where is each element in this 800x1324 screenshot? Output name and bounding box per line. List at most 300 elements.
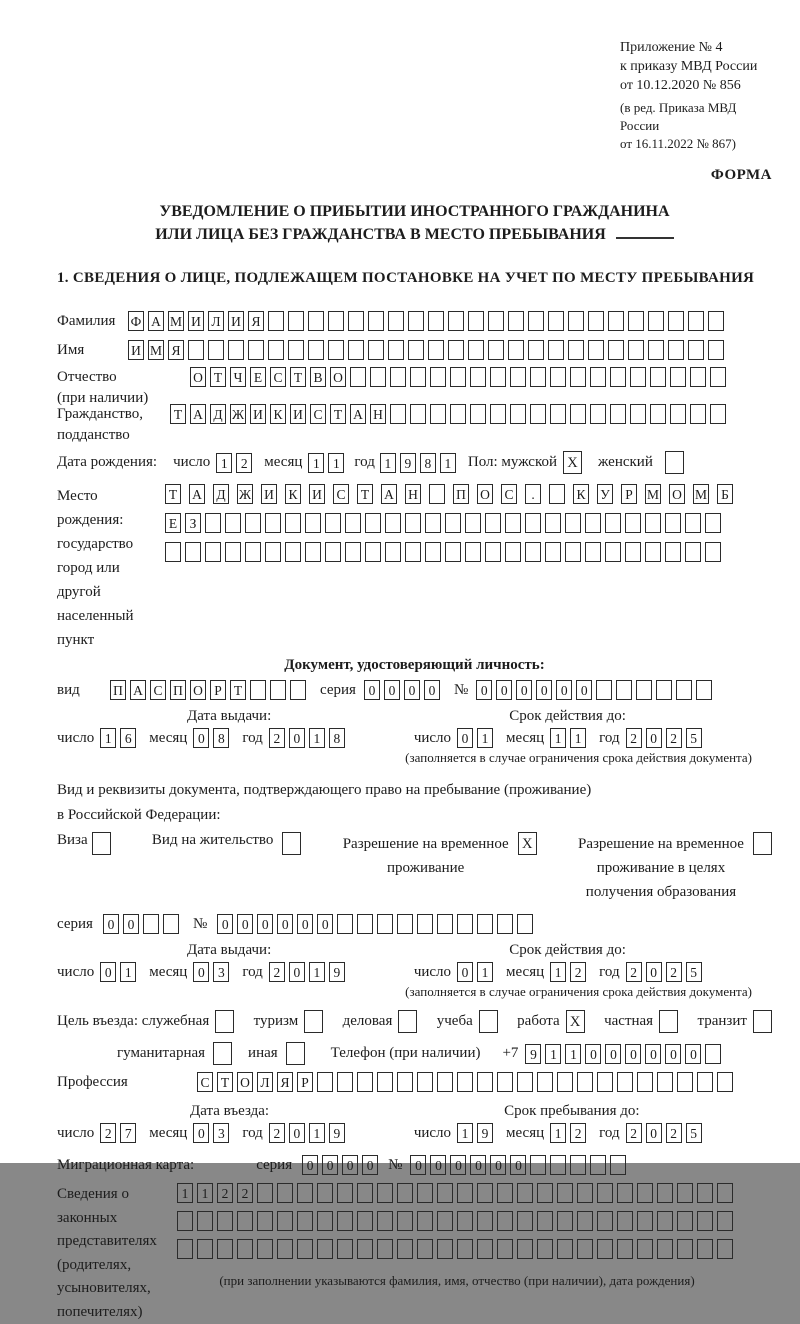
char-cell[interactable]: [605, 542, 621, 562]
char-cell[interactable]: 2: [269, 728, 285, 748]
char-cell[interactable]: А: [189, 484, 205, 504]
char-cell[interactable]: [205, 513, 221, 533]
char-cell[interactable]: [297, 1239, 313, 1259]
char-cell[interactable]: 1: [550, 728, 566, 748]
char-cell[interactable]: [205, 542, 221, 562]
char-cell[interactable]: [517, 1072, 533, 1092]
char-cell[interactable]: Я: [248, 311, 264, 331]
char-cell[interactable]: 0: [123, 914, 139, 934]
char-cell[interactable]: 0: [536, 680, 552, 700]
char-cell[interactable]: И: [128, 340, 144, 360]
char-cell[interactable]: 2: [236, 453, 252, 473]
char-cell[interactable]: [477, 1211, 493, 1231]
char-cell[interactable]: [357, 1239, 373, 1259]
char-cell[interactable]: [268, 340, 284, 360]
char-cell[interactable]: 2: [626, 962, 642, 982]
char-cell[interactable]: Р: [297, 1072, 313, 1092]
char-cell[interactable]: [530, 367, 546, 387]
surname-cells[interactable]: [128, 311, 728, 331]
doc-number-cells[interactable]: [476, 680, 716, 700]
char-cell[interactable]: Т: [290, 367, 306, 387]
char-cell[interactable]: [457, 1239, 473, 1259]
char-cell[interactable]: 0: [457, 728, 473, 748]
char-cell[interactable]: [357, 1183, 373, 1203]
char-cell[interactable]: [665, 513, 681, 533]
char-cell[interactable]: 2: [666, 1123, 682, 1143]
issue-month-cells[interactable]: [193, 728, 233, 748]
char-cell[interactable]: [377, 1183, 393, 1203]
char-cell[interactable]: [437, 1211, 453, 1231]
char-cell[interactable]: 2: [100, 1123, 116, 1143]
char-cell[interactable]: [650, 367, 666, 387]
char-cell[interactable]: [570, 1155, 586, 1175]
char-cell[interactable]: 5: [686, 728, 702, 748]
char-cell[interactable]: 9: [400, 453, 416, 473]
char-cell[interactable]: А: [148, 311, 164, 331]
purpose-work-checkbox[interactable]: X: [566, 1010, 585, 1033]
char-cell[interactable]: 0: [302, 1155, 318, 1175]
char-cell[interactable]: [537, 1183, 553, 1203]
expiry-year-cells[interactable]: [626, 962, 706, 982]
char-cell[interactable]: [625, 513, 641, 533]
char-cell[interactable]: Е: [165, 513, 181, 533]
stay-month-cells[interactable]: [550, 1123, 590, 1143]
char-cell[interactable]: [428, 340, 444, 360]
char-cell[interactable]: [317, 1183, 333, 1203]
char-cell[interactable]: 1: [550, 962, 566, 982]
char-cell[interactable]: [337, 1239, 353, 1259]
char-cell[interactable]: [577, 1211, 593, 1231]
char-cell[interactable]: Р: [621, 484, 637, 504]
char-cell[interactable]: [285, 513, 301, 533]
char-cell[interactable]: [457, 914, 473, 934]
char-cell[interactable]: И: [261, 484, 277, 504]
char-cell[interactable]: Т: [165, 484, 181, 504]
char-cell[interactable]: [397, 1183, 413, 1203]
char-cell[interactable]: [165, 542, 181, 562]
char-cell[interactable]: [365, 513, 381, 533]
birth-month-cells[interactable]: [308, 453, 348, 473]
char-cell[interactable]: 0: [605, 1044, 621, 1064]
char-cell[interactable]: [445, 513, 461, 533]
char-cell[interactable]: Ф: [128, 311, 144, 331]
char-cell[interactable]: 0: [576, 680, 592, 700]
char-cell[interactable]: [636, 680, 652, 700]
char-cell[interactable]: [405, 513, 421, 533]
char-cell[interactable]: С: [501, 484, 517, 504]
expiry-month-cells[interactable]: [550, 962, 590, 982]
char-cell[interactable]: [348, 311, 364, 331]
char-cell[interactable]: [497, 1183, 513, 1203]
char-cell[interactable]: [410, 404, 426, 424]
char-cell[interactable]: А: [381, 484, 397, 504]
char-cell[interactable]: [357, 1072, 373, 1092]
char-cell[interactable]: [237, 1211, 253, 1231]
char-cell[interactable]: [568, 340, 584, 360]
char-cell[interactable]: [448, 340, 464, 360]
birth-year-cells[interactable]: [380, 453, 460, 473]
char-cell[interactable]: [677, 1183, 693, 1203]
char-cell[interactable]: 2: [269, 962, 285, 982]
char-cell[interactable]: [385, 513, 401, 533]
char-cell[interactable]: [390, 404, 406, 424]
char-cell[interactable]: [465, 513, 481, 533]
residence-series-cells[interactable]: [103, 914, 183, 934]
char-cell[interactable]: [625, 542, 641, 562]
char-cell[interactable]: [548, 311, 564, 331]
char-cell[interactable]: В: [310, 367, 326, 387]
char-cell[interactable]: [477, 1072, 493, 1092]
char-cell[interactable]: [508, 311, 524, 331]
char-cell[interactable]: 1: [565, 1044, 581, 1064]
char-cell[interactable]: [305, 542, 321, 562]
char-cell[interactable]: [268, 311, 284, 331]
char-cell[interactable]: [565, 542, 581, 562]
char-cell[interactable]: [557, 1211, 573, 1231]
char-cell[interactable]: [590, 367, 606, 387]
char-cell[interactable]: [490, 367, 506, 387]
char-cell[interactable]: К: [285, 484, 301, 504]
char-cell[interactable]: 0: [476, 680, 492, 700]
char-cell[interactable]: [257, 1211, 273, 1231]
char-cell[interactable]: [610, 1155, 626, 1175]
char-cell[interactable]: 0: [430, 1155, 446, 1175]
char-cell[interactable]: [368, 340, 384, 360]
char-cell[interactable]: [537, 1239, 553, 1259]
char-cell[interactable]: [388, 311, 404, 331]
char-cell[interactable]: [617, 1072, 633, 1092]
char-cell[interactable]: [485, 542, 501, 562]
char-cell[interactable]: [690, 367, 706, 387]
char-cell[interactable]: [705, 1044, 721, 1064]
char-cell[interactable]: [477, 914, 493, 934]
purpose-tourism-checkbox[interactable]: [304, 1010, 323, 1033]
char-cell[interactable]: О: [190, 367, 206, 387]
char-cell[interactable]: [517, 1211, 533, 1231]
char-cell[interactable]: [308, 311, 324, 331]
char-cell[interactable]: [616, 680, 632, 700]
char-cell[interactable]: [163, 914, 179, 934]
char-cell[interactable]: [428, 311, 444, 331]
char-cell[interactable]: [717, 1183, 733, 1203]
char-cell[interactable]: [497, 1239, 513, 1259]
char-cell[interactable]: [637, 1183, 653, 1203]
char-cell[interactable]: 1: [550, 1123, 566, 1143]
char-cell[interactable]: [505, 542, 521, 562]
char-cell[interactable]: 9: [525, 1044, 541, 1064]
char-cell[interactable]: Т: [330, 404, 346, 424]
char-cell[interactable]: [450, 404, 466, 424]
char-cell[interactable]: [588, 340, 604, 360]
char-cell[interactable]: П: [110, 680, 126, 700]
char-cell[interactable]: 0: [193, 962, 209, 982]
char-cell[interactable]: [588, 311, 604, 331]
char-cell[interactable]: [357, 1211, 373, 1231]
issue-day-cells[interactable]: [100, 962, 140, 982]
char-cell[interactable]: [470, 404, 486, 424]
char-cell[interactable]: [237, 1239, 253, 1259]
char-cell[interactable]: 0: [685, 1044, 701, 1064]
char-cell[interactable]: [497, 1211, 513, 1231]
char-cell[interactable]: [277, 1183, 293, 1203]
representatives-row1-cells[interactable]: [177, 1183, 737, 1203]
char-cell[interactable]: [417, 914, 433, 934]
char-cell[interactable]: С: [333, 484, 349, 504]
migration-series-cells[interactable]: [302, 1155, 382, 1175]
char-cell[interactable]: С: [197, 1072, 213, 1092]
char-cell[interactable]: [657, 1239, 673, 1259]
char-cell[interactable]: [417, 1239, 433, 1259]
char-cell[interactable]: [408, 340, 424, 360]
char-cell[interactable]: [657, 1211, 673, 1231]
char-cell[interactable]: О: [237, 1072, 253, 1092]
char-cell[interactable]: [370, 367, 386, 387]
char-cell[interactable]: [550, 1155, 566, 1175]
issue-year-cells[interactable]: [269, 728, 349, 748]
char-cell[interactable]: [610, 404, 626, 424]
char-cell[interactable]: Л: [208, 311, 224, 331]
char-cell[interactable]: З: [185, 513, 201, 533]
char-cell[interactable]: [417, 1183, 433, 1203]
char-cell[interactable]: [290, 680, 306, 700]
temp-residence-edu-checkbox[interactable]: [753, 832, 772, 855]
char-cell[interactable]: 1: [328, 453, 344, 473]
char-cell[interactable]: [277, 1211, 293, 1231]
char-cell[interactable]: 1: [120, 962, 136, 982]
char-cell[interactable]: [430, 404, 446, 424]
char-cell[interactable]: 0: [289, 1123, 305, 1143]
char-cell[interactable]: [717, 1239, 733, 1259]
char-cell[interactable]: [710, 367, 726, 387]
char-cell[interactable]: [645, 542, 661, 562]
char-cell[interactable]: 0: [277, 914, 293, 934]
char-cell[interactable]: [530, 404, 546, 424]
char-cell[interactable]: [665, 542, 681, 562]
char-cell[interactable]: [397, 1239, 413, 1259]
char-cell[interactable]: [677, 1239, 693, 1259]
doc-series-cells[interactable]: [364, 680, 444, 700]
purpose-business-checkbox[interactable]: [398, 1010, 417, 1033]
char-cell[interactable]: М: [645, 484, 661, 504]
char-cell[interactable]: [510, 367, 526, 387]
char-cell[interactable]: 0: [289, 728, 305, 748]
char-cell[interactable]: [257, 1183, 273, 1203]
char-cell[interactable]: [717, 1211, 733, 1231]
char-cell[interactable]: [448, 311, 464, 331]
char-cell[interactable]: [288, 340, 304, 360]
char-cell[interactable]: [257, 1239, 273, 1259]
char-cell[interactable]: Ч: [230, 367, 246, 387]
char-cell[interactable]: 0: [297, 914, 313, 934]
char-cell[interactable]: [630, 404, 646, 424]
purpose-humanitarian-checkbox[interactable]: [213, 1042, 232, 1065]
expiry-day-cells[interactable]: [457, 728, 497, 748]
char-cell[interactable]: 1: [570, 728, 586, 748]
char-cell[interactable]: [648, 340, 664, 360]
char-cell[interactable]: М: [168, 311, 184, 331]
char-cell[interactable]: [217, 1239, 233, 1259]
char-cell[interactable]: [328, 340, 344, 360]
char-cell[interactable]: [470, 367, 486, 387]
char-cell[interactable]: [537, 1072, 553, 1092]
char-cell[interactable]: [565, 513, 581, 533]
char-cell[interactable]: Д: [210, 404, 226, 424]
char-cell[interactable]: [510, 404, 526, 424]
char-cell[interactable]: 1: [309, 962, 325, 982]
char-cell[interactable]: [337, 914, 353, 934]
char-cell[interactable]: [297, 1183, 313, 1203]
char-cell[interactable]: [605, 513, 621, 533]
char-cell[interactable]: [328, 311, 344, 331]
profession-cells[interactable]: [197, 1072, 737, 1092]
char-cell[interactable]: [697, 1183, 713, 1203]
char-cell[interactable]: [308, 340, 324, 360]
char-cell[interactable]: [610, 367, 626, 387]
char-cell[interactable]: [617, 1183, 633, 1203]
char-cell[interactable]: [350, 367, 366, 387]
char-cell[interactable]: 2: [626, 1123, 642, 1143]
char-cell[interactable]: [697, 1211, 713, 1231]
purpose-transit-checkbox[interactable]: [753, 1010, 772, 1033]
char-cell[interactable]: [185, 542, 201, 562]
char-cell[interactable]: П: [170, 680, 186, 700]
char-cell[interactable]: [410, 367, 426, 387]
visa-checkbox[interactable]: [92, 832, 111, 855]
char-cell[interactable]: [597, 1183, 613, 1203]
char-cell[interactable]: [457, 1183, 473, 1203]
char-cell[interactable]: А: [130, 680, 146, 700]
char-cell[interactable]: [297, 1211, 313, 1231]
char-cell[interactable]: [445, 542, 461, 562]
char-cell[interactable]: 0: [317, 914, 333, 934]
char-cell[interactable]: [397, 1072, 413, 1092]
char-cell[interactable]: [368, 311, 384, 331]
char-cell[interactable]: 1: [477, 962, 493, 982]
char-cell[interactable]: [668, 311, 684, 331]
entry-year-cells[interactable]: [269, 1123, 349, 1143]
char-cell[interactable]: [390, 367, 406, 387]
char-cell[interactable]: [590, 404, 606, 424]
char-cell[interactable]: [337, 1072, 353, 1092]
char-cell[interactable]: [197, 1211, 213, 1231]
char-cell[interactable]: [708, 340, 724, 360]
char-cell[interactable]: 2: [269, 1123, 285, 1143]
char-cell[interactable]: [549, 484, 565, 504]
char-cell[interactable]: [245, 513, 261, 533]
citizenship-cells[interactable]: [170, 404, 730, 424]
char-cell[interactable]: 1: [216, 453, 232, 473]
sex-female-checkbox[interactable]: [665, 451, 684, 474]
purpose-private-checkbox[interactable]: [659, 1010, 678, 1033]
char-cell[interactable]: М: [693, 484, 709, 504]
char-cell[interactable]: [505, 513, 521, 533]
residence-permit-checkbox[interactable]: [282, 832, 301, 855]
char-cell[interactable]: [677, 1072, 693, 1092]
char-cell[interactable]: [545, 542, 561, 562]
char-cell[interactable]: Е: [250, 367, 266, 387]
char-cell[interactable]: 3: [213, 1123, 229, 1143]
char-cell[interactable]: [550, 404, 566, 424]
char-cell[interactable]: [425, 513, 441, 533]
char-cell[interactable]: О: [330, 367, 346, 387]
phone-cells[interactable]: [525, 1044, 725, 1064]
char-cell[interactable]: [657, 1072, 673, 1092]
char-cell[interactable]: 0: [665, 1044, 681, 1064]
char-cell[interactable]: 0: [257, 914, 273, 934]
char-cell[interactable]: .: [525, 484, 541, 504]
char-cell[interactable]: [608, 340, 624, 360]
char-cell[interactable]: 1: [440, 453, 456, 473]
char-cell[interactable]: [429, 484, 445, 504]
char-cell[interactable]: 0: [322, 1155, 338, 1175]
char-cell[interactable]: 8: [213, 728, 229, 748]
char-cell[interactable]: 1: [308, 453, 324, 473]
char-cell[interactable]: [570, 367, 586, 387]
char-cell[interactable]: [670, 367, 686, 387]
char-cell[interactable]: [688, 340, 704, 360]
char-cell[interactable]: 0: [384, 680, 400, 700]
char-cell[interactable]: [437, 1239, 453, 1259]
char-cell[interactable]: 0: [364, 680, 380, 700]
firstname-cells[interactable]: [128, 340, 728, 360]
migration-number-cells[interactable]: [410, 1155, 630, 1175]
char-cell[interactable]: 0: [490, 1155, 506, 1175]
char-cell[interactable]: 0: [450, 1155, 466, 1175]
birthplace-row3-cells[interactable]: [165, 542, 741, 562]
residence-number-cells[interactable]: [217, 914, 537, 934]
char-cell[interactable]: 0: [193, 728, 209, 748]
issue-day-cells[interactable]: [100, 728, 140, 748]
char-cell[interactable]: [477, 1239, 493, 1259]
char-cell[interactable]: [317, 1211, 333, 1231]
char-cell[interactable]: [570, 404, 586, 424]
char-cell[interactable]: 0: [510, 1155, 526, 1175]
char-cell[interactable]: [317, 1239, 333, 1259]
char-cell[interactable]: 0: [237, 914, 253, 934]
char-cell[interactable]: [637, 1239, 653, 1259]
doc-kind-cells[interactable]: [110, 680, 310, 700]
char-cell[interactable]: [497, 1072, 513, 1092]
char-cell[interactable]: Л: [257, 1072, 273, 1092]
char-cell[interactable]: [617, 1211, 633, 1231]
char-cell[interactable]: 1: [309, 1123, 325, 1143]
char-cell[interactable]: 1: [457, 1123, 473, 1143]
char-cell[interactable]: [490, 404, 506, 424]
char-cell[interactable]: М: [148, 340, 164, 360]
char-cell[interactable]: [265, 513, 281, 533]
birth-day-cells[interactable]: [216, 453, 256, 473]
purpose-other-checkbox[interactable]: [286, 1042, 305, 1065]
char-cell[interactable]: [337, 1183, 353, 1203]
char-cell[interactable]: 2: [570, 1123, 586, 1143]
char-cell[interactable]: О: [669, 484, 685, 504]
char-cell[interactable]: [628, 340, 644, 360]
patronymic-cells[interactable]: [190, 367, 730, 387]
char-cell[interactable]: [468, 340, 484, 360]
char-cell[interactable]: [645, 513, 661, 533]
char-cell[interactable]: 1: [177, 1183, 193, 1203]
char-cell[interactable]: И: [309, 484, 325, 504]
char-cell[interactable]: [705, 513, 721, 533]
char-cell[interactable]: [630, 367, 646, 387]
char-cell[interactable]: [517, 914, 533, 934]
char-cell[interactable]: [377, 1239, 393, 1259]
stay-day-cells[interactable]: [457, 1123, 497, 1143]
char-cell[interactable]: [225, 542, 241, 562]
char-cell[interactable]: Т: [170, 404, 186, 424]
char-cell[interactable]: [245, 542, 261, 562]
char-cell[interactable]: [325, 542, 341, 562]
